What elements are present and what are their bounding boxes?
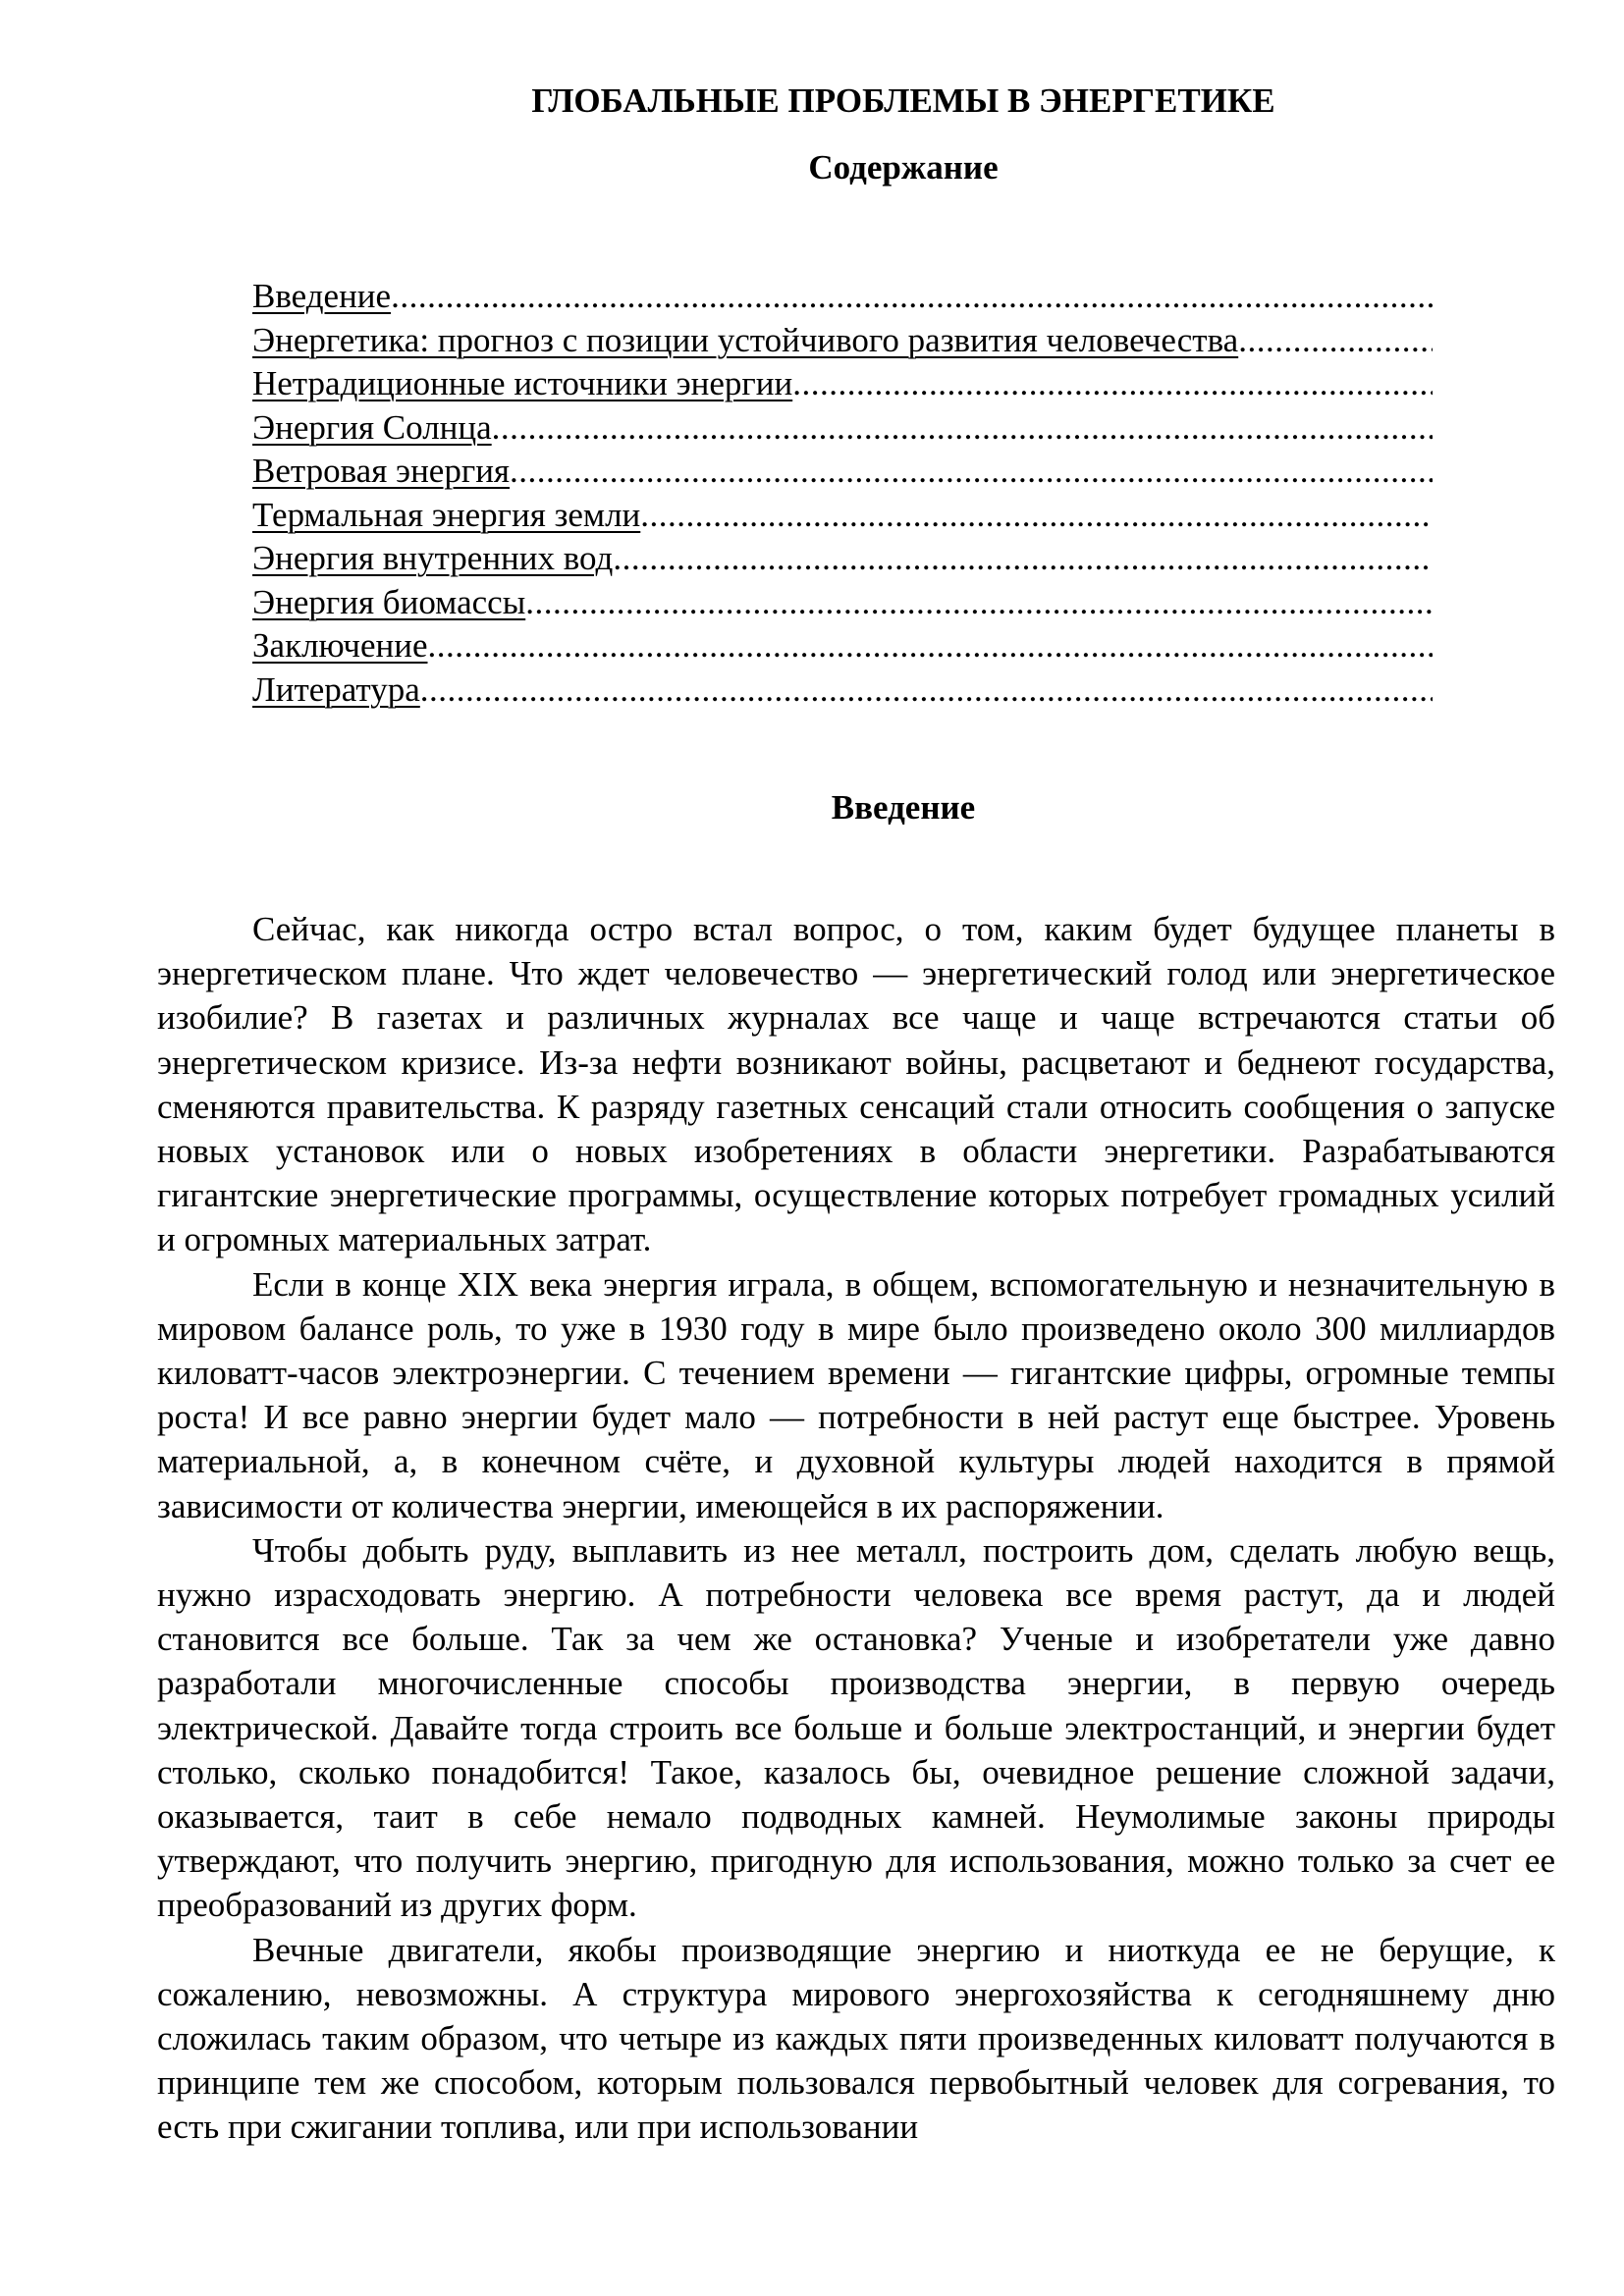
- toc-item: [252, 494, 1433, 538]
- toc-item: [252, 319, 1433, 363]
- toc-leader-dots: [792, 362, 1433, 406]
- toc-leader-dots: [525, 581, 1433, 625]
- toc-leader-dots: [420, 668, 1433, 713]
- toc-link-literature[interactable]: Литература: [252, 669, 420, 709]
- toc-item: [252, 406, 1433, 451]
- toc-item: [252, 275, 1433, 319]
- contents-heading: Содержание: [808, 148, 999, 187]
- toc-leader-dots: [510, 450, 1433, 494]
- toc-link-conclusion[interactable]: Заключение: [252, 626, 428, 665]
- toc-leader-dots: [428, 624, 1434, 668]
- toc-link-alternative-sources[interactable]: Нетрадиционные источники энергии: [252, 364, 793, 402]
- section-heading-introduction: Введение: [831, 788, 976, 827]
- paragraph: Если в конце XIX века энергия играла, в общем, вспомогательную и незначительную в мировом балансе роль, то уже в 1930 году в мире было произведено около 300 миллиардов киловатт-часов электроэнергии. С течением времени — гигантские цифры, огромные темпы роста! И все равно энергии будет мало — потребности в ней растут еще быстрее. Уровень материальной, а, в конечном счёте, и духовной культуры людей находится в прямой зависимости от количества энергии, имеющейся в их распоряжении.: [157, 1264, 1555, 1525]
- toc-link-inland-water-energy[interactable]: Энергия внутренних вод: [252, 539, 614, 577]
- toc-item: [252, 581, 1433, 625]
- toc-leader-dots: [640, 494, 1433, 538]
- toc-leader-dots: [391, 275, 1433, 319]
- toc-link-energy-forecast[interactable]: Энергетика: прогноз с позиции устойчивого развития человечества: [252, 320, 1239, 359]
- paragraph: Чтобы добыть руду, выплавить из нее металл, построить дом, сделать любую вещь, нужно израсходовать энергию. А потребности человека все время растут, да и людей становится все больше. Так за чем же остановка? Ученые и изобретатели уже давно разработали многочисленные способы производства энергии, в первую очередь электрической. Давайте тогда строить все больше и больше электростанций, и энергии будет столько, сколько понадобится! Такое, казалось бы, очевидное решение сложной задачи, оказывается, таит в себе немало подводных камней. Неумолимые законы природы утверждают, что получить энергию, пригодную для использования, можно только за счет ее преобразований из других форм.: [157, 1530, 1555, 1925]
- introduction-body: [157, 907, 1555, 2150]
- paragraph: Вечные двигатели, якобы производящие энергию и ниоткуда ее не берущие, к сожалению, невозможны. А структура мирового энергохозяйства к сегодняшнему дню сложилась таким образом, что четыре из каждых пяти произведенных киловатт получаются в принципе тем же способом, которым пользовался первобытный человек для согревания, то есть при сжигании топлива, или при использовании: [157, 1930, 1555, 2147]
- toc-leader-dots: [613, 537, 1433, 581]
- toc-leader-dots: [1238, 319, 1433, 363]
- document-title: ГЛОБАЛЬНЫЕ ПРОБЛЕМЫ В ЭНЕРГЕТИКЕ: [531, 81, 1275, 120]
- table-of-contents: [252, 275, 1433, 712]
- toc-item: [252, 450, 1433, 494]
- paragraph: Сейчас, как никогда остро встал вопрос, о том, каким будет будущее планеты в энергетическом плане. Что ждет человечество — энергетический голод или энергетическое изобилие? В газетах и различных журналах все чаще и чаще встречаются статьи об энергетическом кризисе. Из-за нефти возникают войны, расцветают и беднеют государства, сменяются правительства. К разряду газетных сенсаций стали относить сообщения о запуске новых установок или о новых изобретениях в области энергетики. Разрабатываются гигантские энергетические программы, осуществление которых потребует громадных усилий и огромных материальных затрат.: [157, 910, 1555, 1259]
- toc-link-geothermal-energy[interactable]: Термальная энергия земли: [252, 495, 641, 534]
- toc-item: [252, 668, 1433, 713]
- toc-link-wind-energy[interactable]: Ветровая энергия: [252, 452, 511, 490]
- toc-leader-dots: [492, 406, 1433, 451]
- toc-link-solar-energy[interactable]: Энергия Солнца: [252, 407, 492, 447]
- toc-link-introduction[interactable]: Введение: [252, 277, 392, 315]
- toc-item: [252, 362, 1433, 406]
- toc-item: [252, 537, 1433, 581]
- toc-item: [252, 624, 1433, 668]
- toc-link-biomass-energy[interactable]: Энергия биомассы: [252, 582, 526, 621]
